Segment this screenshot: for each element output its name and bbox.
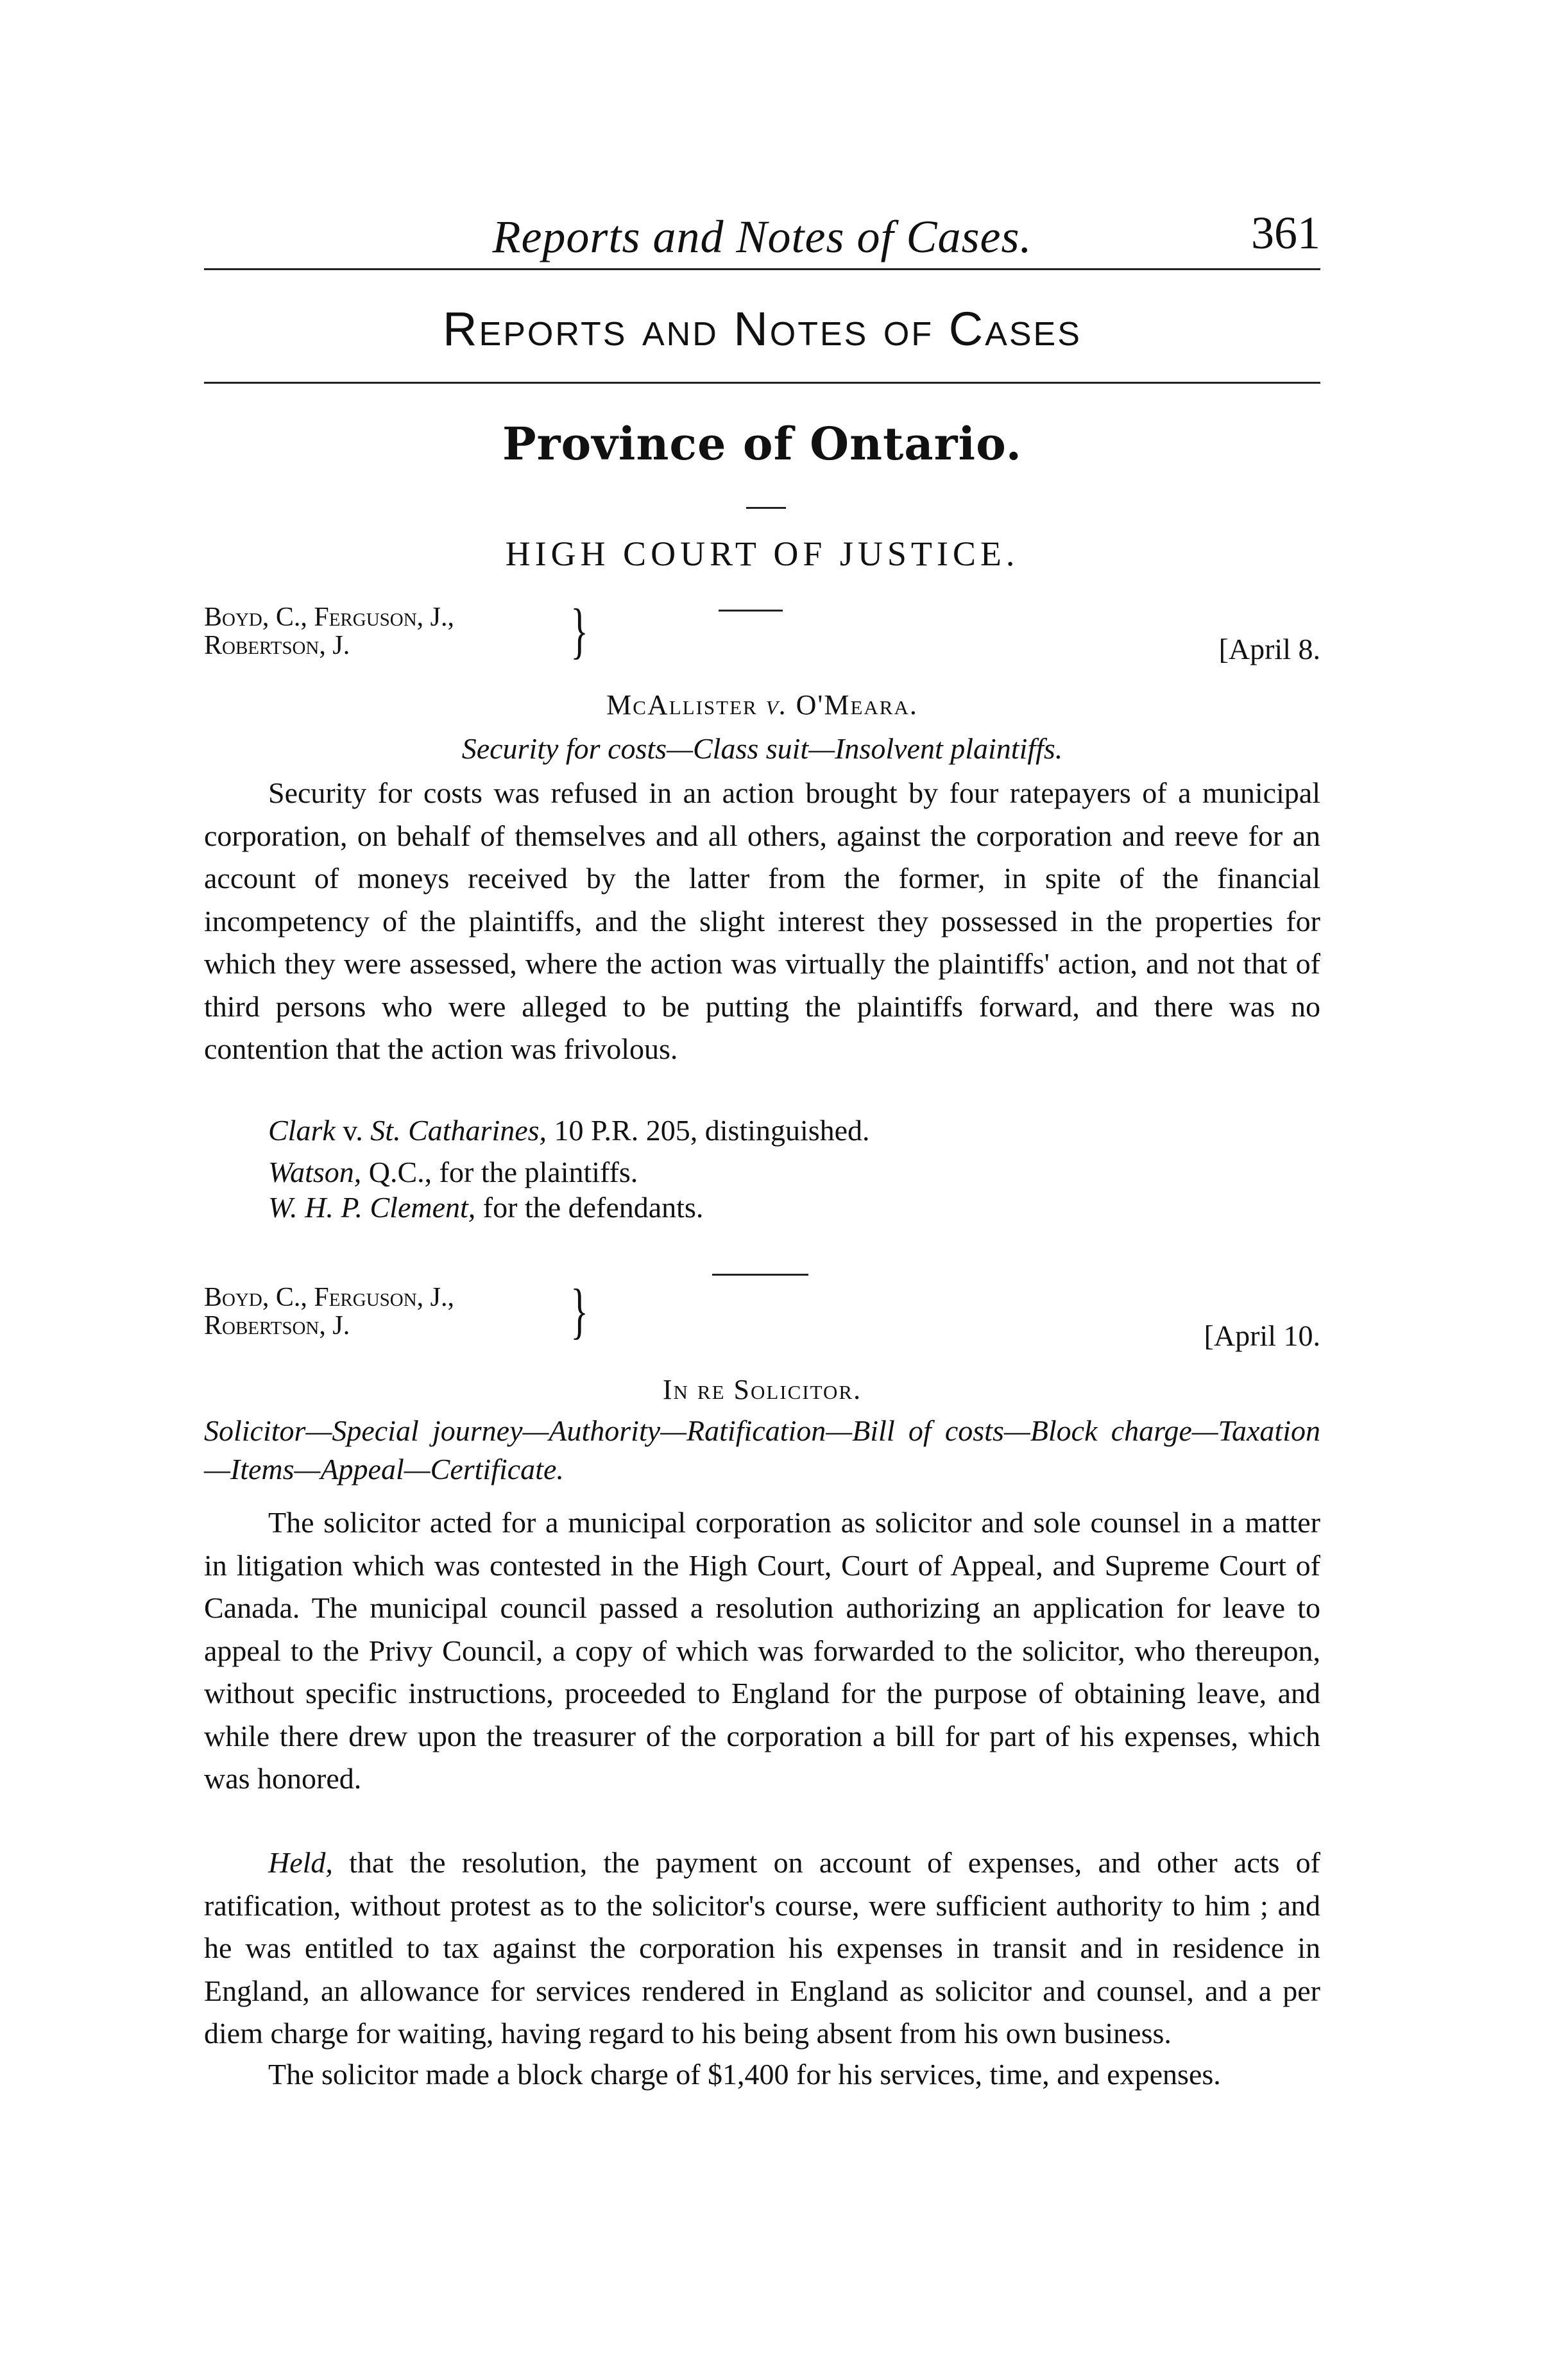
case1-vs: v.	[765, 689, 788, 721]
citation-case-name: Clark	[268, 1114, 336, 1147]
held-text: that the resolution, the payment on account of expenses, and other acts of ratification, without protest as to the solicitor's course, were sufficient authority to him ; and he was entitled to tax against the corporation his expenses in transit and in residence in England, an allowance for services rendered in England as solicitor and counsel, and a per diem charge for waiting, having regard to his being absent from his own business.	[204, 1846, 1320, 2050]
counsel-name: Watson,	[268, 1156, 362, 1188]
citation-vs: v.	[343, 1114, 363, 1147]
case2-block-charge: The solicitor made a block charge of $1,400 for his services, time, and expenses.	[268, 2058, 1221, 2091]
citation-reference: 10 P.R. 205, distinguished.	[554, 1114, 870, 1147]
case1-bench-line2: Robertson, J.	[204, 631, 350, 660]
case1-date: [April 8.	[1218, 633, 1320, 665]
case1-bench-line1: Boyd, C., Ferguson, J.,	[204, 603, 455, 632]
case2-date: [April 10.	[1204, 1319, 1320, 1352]
counsel-role: Q.C., for the plaintiffs.	[368, 1156, 638, 1188]
case2-title: In re Solicitor.	[662, 1374, 862, 1405]
brace-glyph: }	[570, 1276, 588, 1345]
case2-bench-line1: Boyd, C., Ferguson, J.,	[204, 1283, 455, 1312]
counsel-role: for the defendants.	[482, 1191, 704, 1224]
case2-bench-line2: Robertson, J.	[204, 1311, 350, 1340]
running-head-rule	[204, 268, 1320, 270]
case-divider	[712, 1274, 808, 1276]
case1-counsel-plaintiffs	[268, 1155, 638, 1189]
case2-headnote-facts: The solicitor acted for a municipal corporation as solicitor and sole counsel in a matter in litigation which was contested in the High Court, Court of Appeal, and Supreme Court of Canada. The municipal council passed a resolution authorizing an application for leave to appeal to the Privy Council, a copy of which was forwarded to the solicitor, who thereupon, without specific instructions, proceeded to England for the purpose of obtaining leave, and while there drew upon the treasurer of the corporation a bill for part of his expenses, which was honored.	[204, 1506, 1320, 1795]
case1-title	[204, 689, 1320, 721]
case1-citation	[268, 1113, 870, 1147]
counsel-name: W. H. P. Clement,	[268, 1191, 476, 1224]
citation-other-party: St. Catharines,	[370, 1114, 547, 1147]
case1-party-a: McAllister	[606, 689, 758, 721]
divider-short	[719, 610, 783, 612]
section-rule	[204, 382, 1320, 384]
case1-catchwords: Security for costs—Class suit—Insolvent plaintiffs.	[461, 732, 1063, 765]
case1-party-b: O'Meara.	[796, 689, 918, 721]
running-head-title: Reports and Notes of Cases.	[492, 211, 1032, 262]
brace-glyph: }	[570, 596, 588, 665]
divider-short	[746, 507, 786, 509]
page-number: 361	[1251, 207, 1320, 259]
case1-counsel-defendants	[268, 1190, 703, 1224]
running-head	[204, 204, 1320, 268]
section-title: Reports and Notes of Cases	[443, 302, 1082, 355]
case1-headnote: Security for costs was refused in an action brought by four ratepayers of a municipal corporation, on behalf of themselves and all others, against the corporation and reeve for an account of moneys received by the latter from the former, in spite of the financial incompetency of the plaintiffs, and the slight interest they possessed in the properties for which they were assessed, where the action was virtually the plaintiffs' action, and not that of third persons who were alleged to be putting the plaintiffs forward, and there was no contention that the action was frivolous.	[204, 776, 1320, 1065]
case2-headnote-held	[204, 1842, 1320, 2055]
court-heading: HIGH COURT OF JUSTICE.	[505, 535, 1019, 573]
held-label: Held,	[268, 1846, 333, 1879]
case2-catchwords: Solicitor—Special journey—Authority—Ratification—Bill of costs—Block charge—Taxation—Items—Appeal—Certificate.	[204, 1414, 1320, 1485]
jurisdiction-heading: Province of Ontario.	[502, 417, 1022, 470]
